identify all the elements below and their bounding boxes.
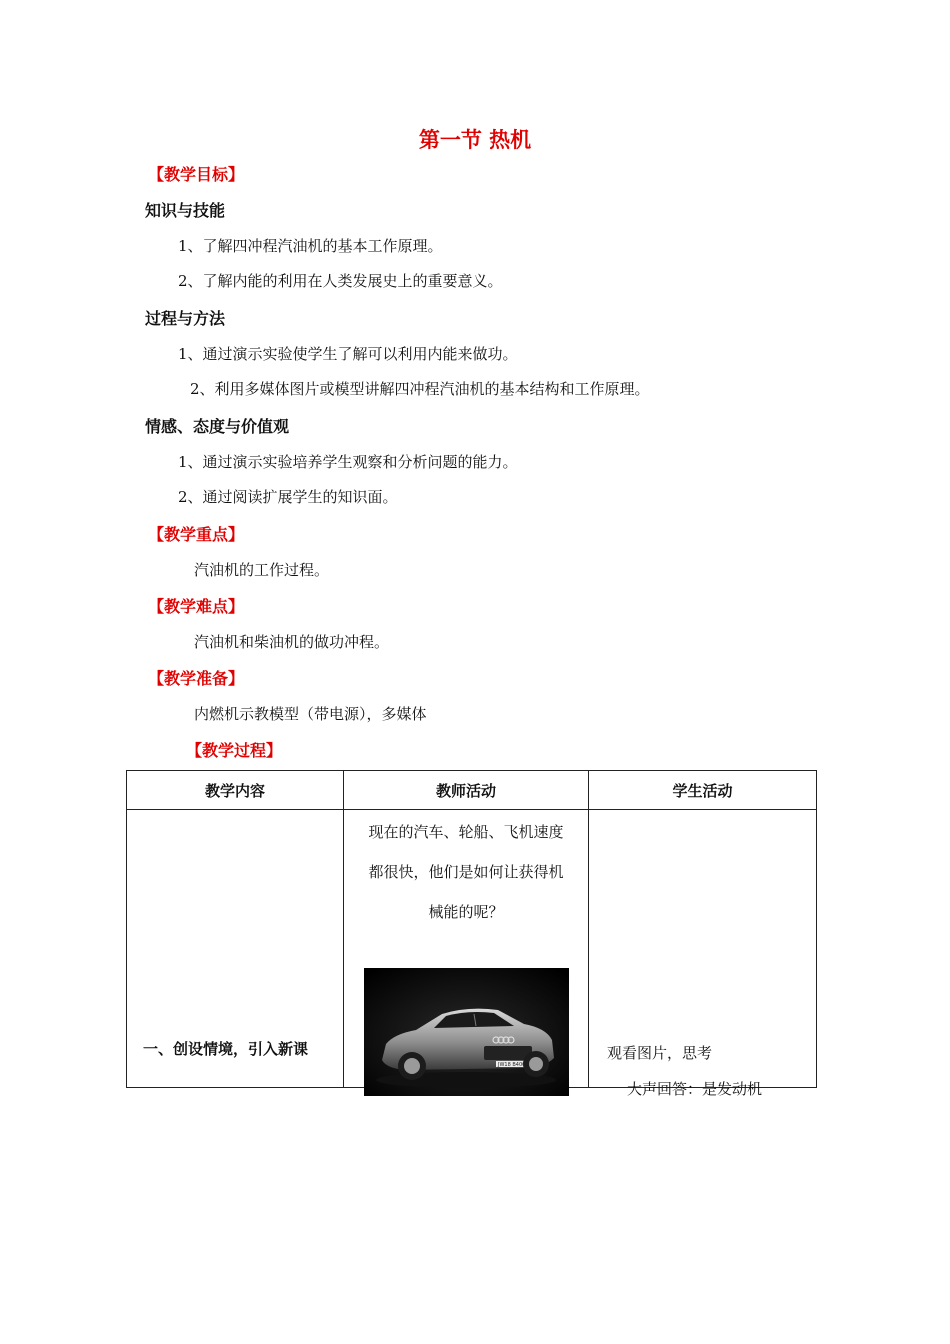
emotion-heading: 情感、态度与价值观 <box>145 417 290 436</box>
knowledge-heading: 知识与技能 <box>145 201 226 220</box>
process-item-2: 2、利用多媒体图片或模型讲解四冲程汽油机的基本结构和工作原理。 <box>190 380 650 398</box>
header-content: 教学内容 <box>127 771 344 810</box>
car-image <box>364 968 569 1096</box>
header-student: 学生活动 <box>589 771 817 810</box>
key-point-text: 汽油机的工作过程。 <box>194 561 330 579</box>
teacher-line-3: 械能的呢？ <box>428 903 504 921</box>
teacher-line-1: 现在的汽车、轮船、飞机速度 <box>368 823 564 841</box>
preparation-heading: 【教学准备】 <box>148 669 245 688</box>
content-text: 一、创设情境，引入新课 <box>143 1040 309 1058</box>
difficulty-text: 汽油机和柴油机的做功冲程。 <box>194 633 390 651</box>
content-cell <box>127 810 344 1088</box>
knowledge-item-1: 1、了解四冲程汽油机的基本工作原理。 <box>178 237 443 255</box>
procedure-heading: 【教学过程】 <box>186 741 283 760</box>
license-plate-text: JW18 B400 <box>498 1062 526 1068</box>
header-teacher: 教师活动 <box>344 771 589 810</box>
preparation-text: 内燃机示教模型（带电源），多媒体 <box>194 705 427 723</box>
key-point-heading: 【教学重点】 <box>148 525 245 544</box>
objectives-heading: 【教学目标】 <box>148 165 245 184</box>
knowledge-item-2: 2、了解内能的利用在人类发展史上的重要意义。 <box>178 272 503 290</box>
student-line-1: 观看图片，思考 <box>607 1044 713 1062</box>
difficulty-heading: 【教学难点】 <box>148 597 245 616</box>
student-line-2: 大声回答：是发动机 <box>627 1080 763 1098</box>
process-heading: 过程与方法 <box>145 309 226 328</box>
procedure-table <box>126 770 817 1098</box>
teacher-cell <box>344 810 589 1088</box>
process-item-1: 1、通过演示实验使学生了解可以利用内能来做功。 <box>178 345 518 363</box>
teacher-line-2: 都很快，他们是如何让获得机 <box>368 863 564 881</box>
page-title: 第一节 热机 <box>418 128 532 152</box>
emotion-item-1: 1、通过演示实验培养学生观察和分析问题的能力。 <box>178 453 518 471</box>
student-cell <box>589 810 817 1098</box>
emotion-item-2: 2、通过阅读扩展学生的知识面。 <box>178 488 398 506</box>
table-row <box>127 810 817 1088</box>
